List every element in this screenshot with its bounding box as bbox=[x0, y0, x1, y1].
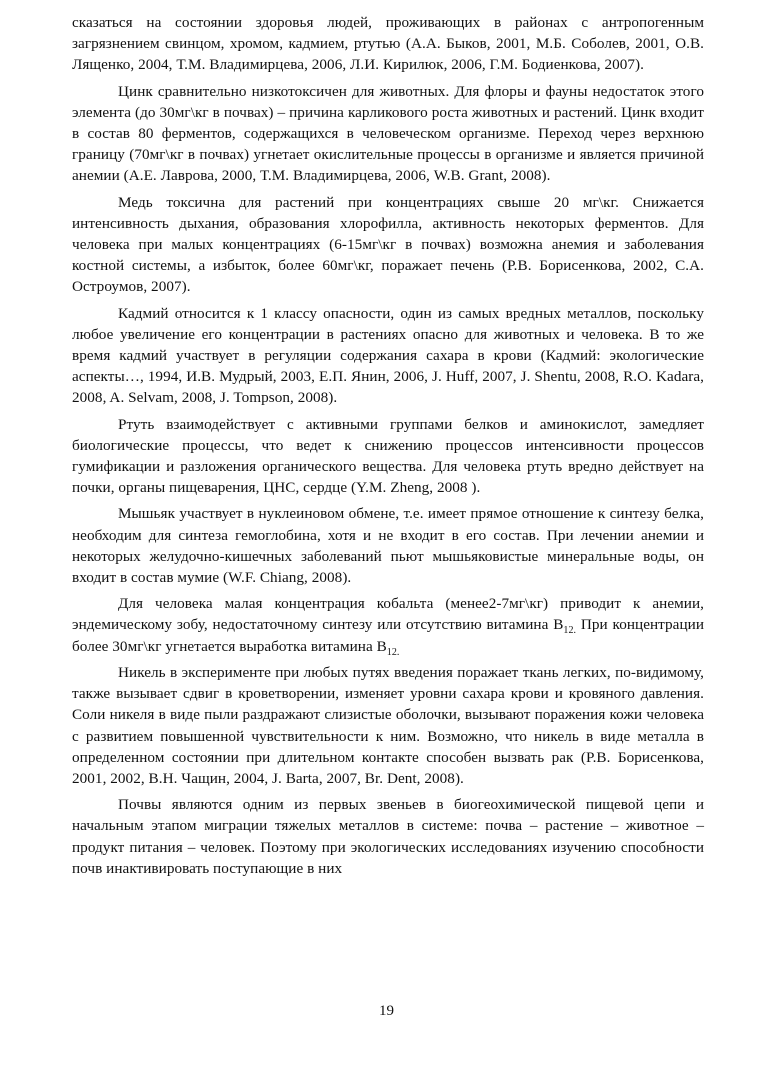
paragraph-mercury: Ртуть взаимодействует с активными группами белков и аминокислот, замедляет биологические процессы, что ведет к снижению процессов интенсивности процессов гумификации и разложения органического вещества. Для человека ртуть вредно действует на почки, органы пищеварения, ЦНС, сердце (Y.M. Zheng, 2008 ). bbox=[72, 415, 704, 497]
cobalt-text-1: Для человека малая концентрация кобальта (менее2-7мг\кг) приводит к анемии, эндемическому зобу, недостаточному синтезу или отсутствию витамина B bbox=[72, 595, 704, 634]
paragraph-zinc: Цинк сравнительно низкотоксичен для животных. Для флоры и фауны недостаток этого элемента (до 30мг\кг в почвах) – причина карликового роста животных и растений. Цинк входит в состав 80 ферментов, содержащихся в человеческом организме. Переход через верхнюю границу (70мг\кг в почвах) угнетает окислительные процессы в организме и является причиной анемии (А.Е. Лаврова, 2000, Т.М. Владимирцева, 2006, W.B. Grant, 2008). bbox=[72, 82, 704, 185]
page-number: 19 bbox=[379, 1003, 394, 1019]
paragraph-soils: Почвы являются одним из первых звеньев в биогеохимической пищевой цепи и начальным этапом миграции тяжелых металлов в системе: почва – растение – животное – продукт питания – человек. Поэтому при экологических исследованиях изучению способности почв инактивировать поступающие в них bbox=[72, 796, 704, 877]
vitamin-subscript-2: 12. bbox=[386, 646, 400, 658]
paragraph-copper: Медь токсична для растений при концентрациях свыше 20 мг\кг. Снижается интенсивность дыхания, образования хлорофилла, активность некоторых ферментов. Для человека при малых концентрациях (6-15мг\кг в почвах) возможна анемия и заболевания костной системы, а избыток, более 60мг\кг, поражает печень (Р.В. Борисенкова, 2002, С.А. Остроумов, 2007). bbox=[72, 193, 704, 296]
paragraph-cobalt bbox=[72, 593, 704, 657]
paragraph-nickel: Никель в эксперименте при любых путях введения поражает ткань легких, по-видимому, также вызывает сдвиг в кроветворении, изменяет уровни сахара крови и кровяного давления. Соли никеля в виде пыли раздражают слизистые оболочки, вызывают поражения кожи человека с развитием повышенной чувствительности к ним. Возможно, что никель в виде металла в определенном состоянии при длительном контакте способен вызвать рак (Р.В. Борисенкова, 2001, 2002, В.Н. Чащин, 2004, J. Barta, 2007, Br. Dent, 2008). bbox=[72, 663, 704, 787]
cobalt-text-2: При концентрации более 30мг\кг угнетается выработка витамина B bbox=[72, 616, 704, 655]
paragraph-cadmium: Кадмий относится к 1 классу опасности, один из самых вредных металлов, поскольку любое увеличение его концентрации в растениях опасно для животных и человека. В то же время кадмий участвует в регуляции содержания сахара в крови (Кадмий: экологические аспекты…, 1994, И.В. Мудрый, 2003, Е.П. Янин, 2006, J. Huff, 2007, J. Shentu, 2008, R.O. Kadara, 2008, A. Selvam, 2008, J. Tompson, 2008). bbox=[72, 304, 704, 407]
paragraph-continuation: сказаться на состоянии здоровья людей, проживающих в районах с антропогенным загрязнением свинцом, хромом, кадмием, ртутью (А.А. Быков, 2001, М.Б. Соболев, 2001, О.В. Лященко, 2004, Т.М. Владимирцева, 2006, Л.И. Кирилюк, 2006, Г.М. Бодиенкова, 2007). bbox=[72, 14, 704, 74]
body-text bbox=[72, 12, 704, 884]
vitamin-subscript-1: 12. bbox=[563, 625, 577, 637]
paragraph-arsenic: Мышьяк участвует в нуклеиновом обмене, т.е. имеет прямое отношение к синтезу белка, необходим для синтеза гемоглобина, хотя и не входит в его состав. При лечении анемии и некоторых желудочно-кишечных заболеваний пьют мышьяковистые минеральные воды, он входит в состав мумие (W.F. Chiang, 2008). bbox=[72, 505, 704, 587]
